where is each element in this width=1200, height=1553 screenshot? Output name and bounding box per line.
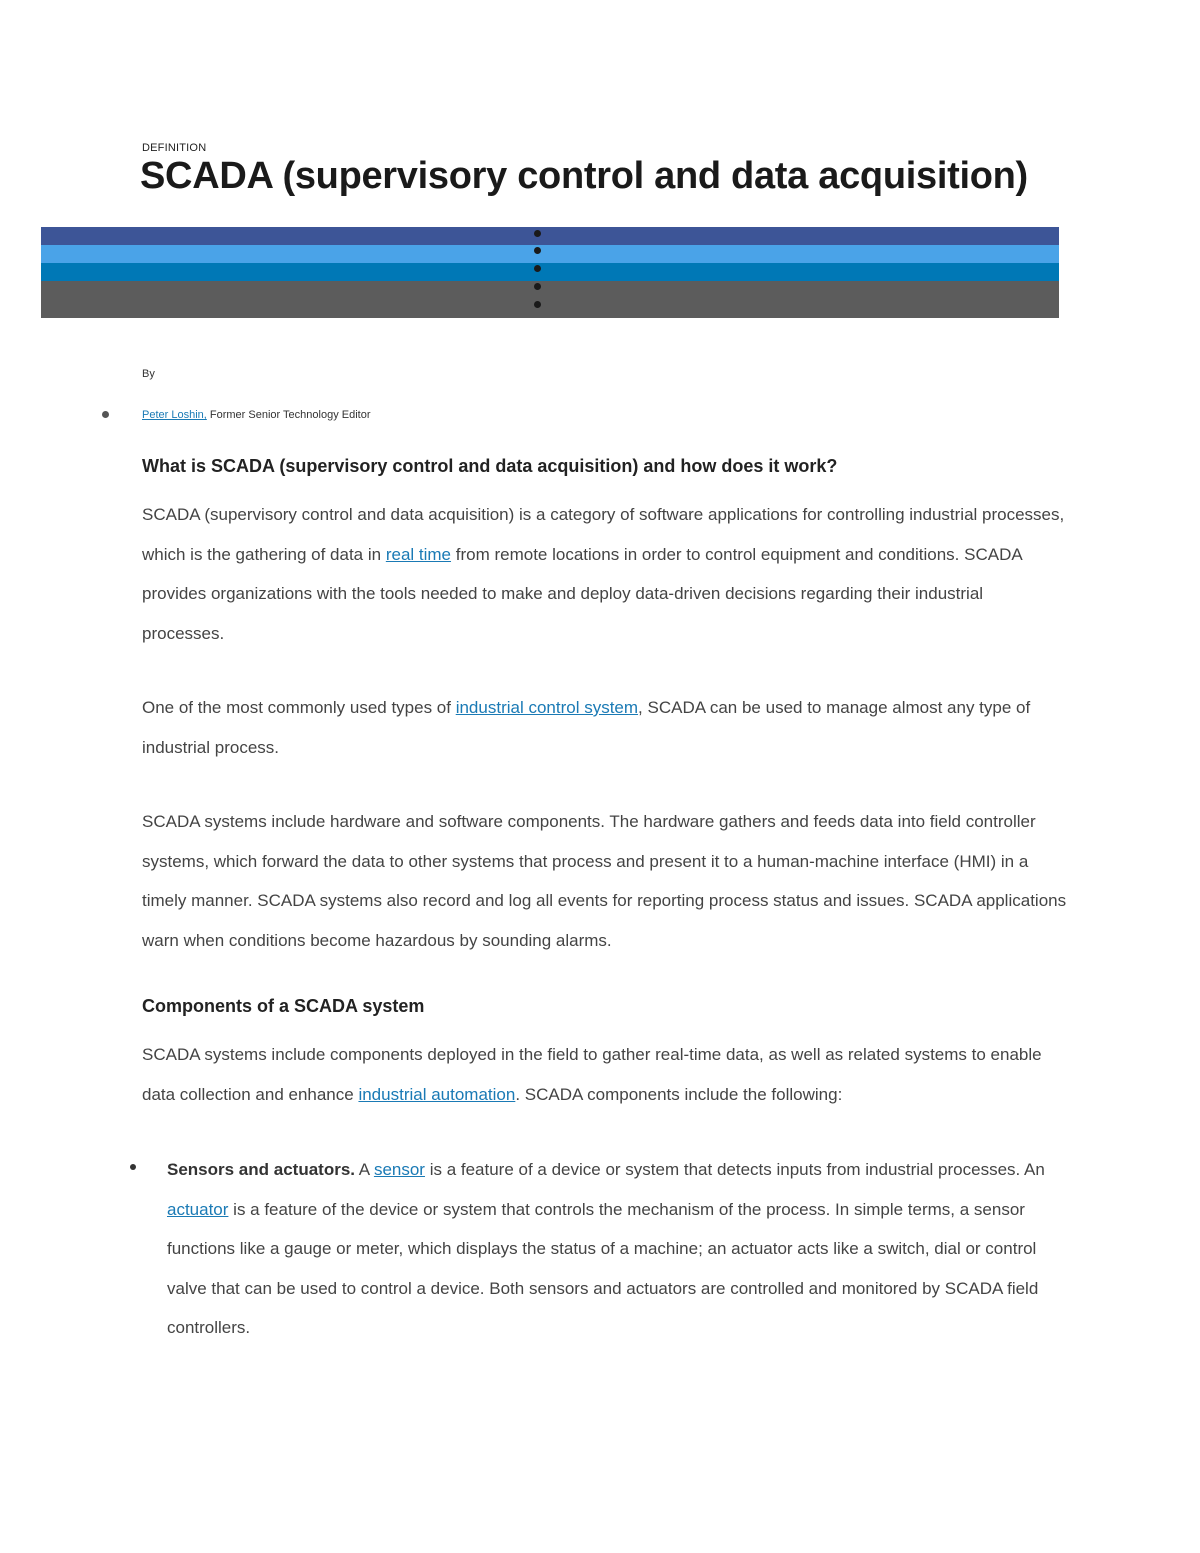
paragraph	[142, 495, 1067, 653]
link-actuator[interactable]: actuator	[167, 1199, 229, 1219]
text-run: One of the most commonly used types of	[142, 698, 456, 717]
link-real-time[interactable]: real time	[385, 544, 452, 564]
bullet-icon	[130, 1164, 136, 1170]
link-sensor[interactable]: sensor	[373, 1160, 425, 1179]
banner-dot	[534, 301, 541, 308]
author-link[interactable]: Peter Loshin,	[142, 409, 207, 421]
text-run: SCADA (supervisory control and data acquisition) is a category of software applications for controlling industrial processes, which is the gathering of data in	[142, 505, 1065, 564]
author-text	[142, 409, 370, 421]
text-run: is a feature of a device or system that detects inputs from industrial processes. An	[424, 1160, 1045, 1179]
definition-kicker: DEFINITION	[142, 142, 207, 154]
text-run: A	[355, 1160, 374, 1179]
link-industrial-automation[interactable]: industrial automation	[358, 1084, 516, 1104]
banner-band-2	[41, 245, 1059, 263]
header-banner	[41, 227, 1059, 318]
banner-dot-column	[534, 227, 542, 318]
text-run: from remote locations in order to control equipment and conditions. SCADA provides organizations with the tools needed to make and deploy data-driven decisions regarding their industrial processes.	[142, 544, 1022, 643]
banner-band-1	[41, 227, 1059, 245]
banner-band-3	[41, 263, 1059, 281]
banner-dot	[534, 247, 541, 254]
section-heading-components: Components of a SCADA system	[142, 996, 425, 1016]
banner-band-4	[41, 281, 1059, 318]
paragraph	[142, 688, 1067, 767]
link-industrial-control-system[interactable]: industrial control system	[455, 698, 639, 717]
author-role: Former Senior Technology Editor	[206, 409, 371, 421]
paragraph: SCADA systems include hardware and software components. The hardware gathers and feeds data into field controller systems, which forward the data to other systems that process and present it to a human-machine interface (HMI) in a timely manner. SCADA systems also record and log all events for reporting process status and issues. SCADA applications warn when conditions become hazardous by sounding alarms.	[142, 812, 1067, 950]
byline-label: By	[142, 368, 155, 380]
text-run: , SCADA can be used to manage almost any type of industrial process.	[142, 698, 1031, 757]
text-run: . SCADA components include the following:	[515, 1084, 843, 1104]
list-item-term: Sensors and actuators.	[167, 1160, 356, 1179]
text-run: SCADA systems include components deployed in the field to gather real-time data, as well as related systems to enable data collection and enhance	[142, 1045, 1042, 1104]
list-item-text	[167, 1150, 1067, 1348]
section-heading-what-is: What is SCADA (supervisory control and data acquisition) and how does it work?	[142, 456, 838, 476]
paragraph	[142, 1035, 1067, 1114]
page-title: SCADA (supervisory control and data acquisition)	[140, 155, 1028, 197]
banner-dot	[534, 265, 541, 272]
banner-dot	[534, 230, 541, 237]
banner-dot	[534, 283, 541, 290]
bullet-icon	[102, 411, 109, 418]
text-run: is a feature of the device or system that controls the mechanism of the process. In simple terms, a sensor functions like a gauge or meter, which displays the status of a machine; an actuator acts like a switch, dial or control valve that can be used to control a device. Both sensors and actuators are controlled and monitored by SCADA field controllers.	[167, 1199, 1039, 1337]
